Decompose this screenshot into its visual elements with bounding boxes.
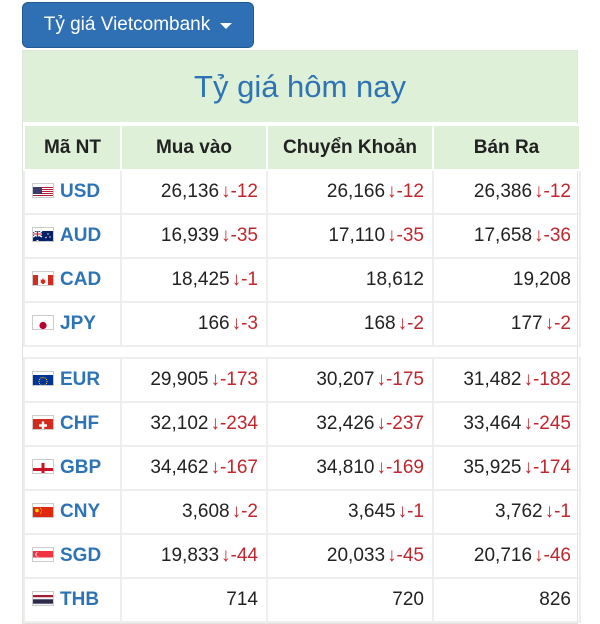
down-arrow-icon: ↓ bbox=[221, 545, 231, 566]
rate-value: 34,462 bbox=[150, 457, 209, 478]
down-arrow-icon: ↓ bbox=[534, 225, 544, 246]
transfer-cell bbox=[267, 534, 433, 578]
currency-code-cell bbox=[24, 214, 121, 258]
currency-code: CHF bbox=[60, 413, 100, 434]
panel-title: Tỷ giá hôm nay bbox=[23, 51, 577, 124]
currency-code-cell bbox=[24, 358, 121, 402]
au-flag-icon bbox=[32, 227, 54, 242]
currency-code-cell bbox=[24, 402, 121, 446]
sell-cell bbox=[433, 490, 580, 534]
currency-code: CNY bbox=[60, 501, 101, 522]
rate-value: 26,386 bbox=[473, 181, 533, 202]
currency-code: AUD bbox=[60, 225, 102, 246]
eu-flag-icon bbox=[32, 371, 54, 386]
header-buy: Mua vào bbox=[121, 125, 267, 170]
transfer-cell bbox=[267, 302, 433, 346]
rate-value: 29,905 bbox=[150, 369, 209, 390]
transfer-cell bbox=[267, 170, 433, 214]
buy-cell bbox=[121, 578, 267, 622]
down-arrow-icon: ↓ bbox=[397, 501, 408, 522]
divider-cell bbox=[24, 346, 580, 358]
exchange-rate-panel bbox=[22, 50, 578, 624]
rate-value: 33,464 bbox=[463, 413, 522, 434]
rate-change: -1 bbox=[554, 501, 571, 522]
gb-flag-icon bbox=[32, 459, 54, 474]
rate-value: 32,426 bbox=[316, 413, 375, 434]
down-arrow-icon: ↓ bbox=[397, 313, 408, 334]
down-arrow-icon: ↓ bbox=[534, 545, 544, 566]
rate-change: -167 bbox=[219, 457, 258, 478]
down-arrow-icon: ↓ bbox=[376, 457, 386, 478]
currency-code-cell bbox=[24, 534, 121, 578]
header-currency-code: Mã NT bbox=[24, 125, 121, 170]
table-row bbox=[24, 170, 580, 214]
us-flag-icon bbox=[32, 183, 54, 198]
rate-change: -1 bbox=[407, 501, 424, 522]
table-row bbox=[24, 358, 580, 402]
rate-value: 17,110 bbox=[328, 225, 386, 246]
header-sell: Bán Ra bbox=[433, 125, 580, 170]
ch-flag-icon bbox=[32, 415, 54, 430]
rate-value: 30,207 bbox=[316, 369, 375, 390]
sell-cell bbox=[433, 170, 580, 214]
rate-change: -12 bbox=[396, 181, 424, 202]
table-header-row bbox=[24, 125, 580, 170]
rate-change: -46 bbox=[543, 545, 571, 566]
rate-change: -237 bbox=[385, 413, 424, 434]
rate-change: -173 bbox=[219, 369, 258, 390]
down-arrow-icon: ↓ bbox=[376, 413, 386, 434]
rate-change: -169 bbox=[385, 457, 424, 478]
dropdown-label: Tỷ giá Vietcombank bbox=[43, 14, 211, 35]
down-arrow-icon: ↓ bbox=[544, 313, 555, 334]
rate-change: -2 bbox=[241, 501, 258, 522]
rate-value: 26,166 bbox=[326, 181, 386, 202]
rate-value: 17,658 bbox=[473, 225, 533, 246]
buy-cell bbox=[121, 258, 267, 302]
sell-cell bbox=[433, 402, 580, 446]
buy-cell bbox=[121, 358, 267, 402]
down-arrow-icon: ↓ bbox=[231, 313, 242, 334]
rate-value: 18,612 bbox=[365, 269, 424, 290]
rate-change: -2 bbox=[407, 313, 424, 334]
sell-cell bbox=[433, 534, 580, 578]
rate-change: -245 bbox=[532, 413, 571, 434]
down-arrow-icon: ↓ bbox=[534, 181, 544, 202]
exchange-rate-table bbox=[23, 124, 581, 623]
rate-value: 35,925 bbox=[463, 457, 522, 478]
rate-value: 168 bbox=[363, 313, 396, 334]
rate-value: 18,425 bbox=[171, 269, 230, 290]
rate-value: 19,208 bbox=[512, 269, 571, 290]
rate-value: 714 bbox=[226, 589, 258, 610]
sell-cell bbox=[433, 446, 580, 490]
down-arrow-icon: ↓ bbox=[387, 181, 397, 202]
down-arrow-icon: ↓ bbox=[221, 181, 231, 202]
buy-cell bbox=[121, 490, 267, 534]
buy-cell bbox=[121, 446, 267, 490]
down-arrow-icon: ↓ bbox=[544, 501, 555, 522]
down-arrow-icon: ↓ bbox=[523, 413, 533, 434]
rate-change: -174 bbox=[532, 457, 571, 478]
currency-code-cell bbox=[24, 258, 121, 302]
rate-value: 31,482 bbox=[463, 369, 522, 390]
table-row bbox=[24, 534, 580, 578]
rate-value: 3,645 bbox=[348, 501, 396, 522]
rate-value: 3,762 bbox=[495, 501, 543, 522]
rate-change: -12 bbox=[543, 181, 571, 202]
rate-value: 19,833 bbox=[160, 545, 220, 566]
table-row bbox=[24, 446, 580, 490]
transfer-cell bbox=[267, 358, 433, 402]
sell-cell bbox=[433, 258, 580, 302]
rate-value: 32,102 bbox=[150, 413, 209, 434]
currency-code: SGD bbox=[60, 545, 102, 566]
table-row bbox=[24, 214, 580, 258]
ca-flag-icon bbox=[32, 271, 54, 286]
rate-change: -182 bbox=[532, 369, 571, 390]
rate-change: -35 bbox=[230, 225, 258, 246]
cn-flag-icon bbox=[32, 503, 54, 518]
currency-code: GBP bbox=[60, 457, 102, 478]
down-arrow-icon: ↓ bbox=[387, 545, 397, 566]
table-row bbox=[24, 578, 580, 622]
rate-value: 826 bbox=[539, 589, 571, 610]
currency-code: CAD bbox=[60, 269, 102, 290]
sell-cell bbox=[433, 578, 580, 622]
rate-value: 166 bbox=[197, 313, 230, 334]
transfer-cell bbox=[267, 578, 433, 622]
rate-change: -3 bbox=[241, 313, 258, 334]
rate-change: -1 bbox=[241, 269, 258, 290]
table-group-divider bbox=[24, 346, 580, 358]
rate-change: -36 bbox=[543, 225, 571, 246]
rate-change: -2 bbox=[554, 313, 571, 334]
jp-flag-icon bbox=[32, 315, 54, 330]
rate-value: 16,939 bbox=[160, 225, 220, 246]
down-arrow-icon: ↓ bbox=[210, 413, 220, 434]
currency-code: JPY bbox=[60, 313, 96, 334]
down-arrow-icon: ↓ bbox=[231, 269, 242, 290]
rate-value: 34,810 bbox=[316, 457, 375, 478]
rate-value: 20,033 bbox=[326, 545, 386, 566]
rate-value: 177 bbox=[510, 313, 543, 334]
transfer-cell bbox=[267, 446, 433, 490]
sell-cell bbox=[433, 302, 580, 346]
down-arrow-icon: ↓ bbox=[523, 457, 533, 478]
currency-code-cell bbox=[24, 578, 121, 622]
buy-cell bbox=[121, 170, 267, 214]
buy-cell bbox=[121, 214, 267, 258]
transfer-cell bbox=[267, 490, 433, 534]
caret-down-icon bbox=[220, 23, 232, 29]
down-arrow-icon: ↓ bbox=[210, 457, 220, 478]
down-arrow-icon: ↓ bbox=[523, 369, 533, 390]
down-arrow-icon: ↓ bbox=[376, 369, 386, 390]
buy-cell bbox=[121, 302, 267, 346]
currency-code-cell bbox=[24, 302, 121, 346]
sell-cell bbox=[433, 214, 580, 258]
rate-value: 26,136 bbox=[160, 181, 220, 202]
th-flag-icon bbox=[32, 591, 54, 606]
table-row bbox=[24, 402, 580, 446]
currency-code: EUR bbox=[60, 369, 101, 390]
buy-cell bbox=[121, 534, 267, 578]
transfer-cell bbox=[267, 402, 433, 446]
down-arrow-icon: ↓ bbox=[210, 369, 220, 390]
table-row bbox=[24, 302, 580, 346]
down-arrow-icon: ↓ bbox=[221, 225, 231, 246]
sg-flag-icon bbox=[32, 547, 54, 562]
transfer-cell bbox=[267, 214, 433, 258]
rate-change: -35 bbox=[396, 225, 424, 246]
rate-value: 3,608 bbox=[182, 501, 230, 522]
currency-code: THB bbox=[60, 589, 100, 610]
rate-change: -45 bbox=[396, 545, 424, 566]
rate-value: 720 bbox=[392, 589, 424, 610]
table-row bbox=[24, 258, 580, 302]
header-transfer: Chuyển Khoản bbox=[267, 125, 433, 170]
bank-select-dropdown[interactable] bbox=[22, 2, 254, 48]
table-row bbox=[24, 490, 580, 534]
buy-cell bbox=[121, 402, 267, 446]
rate-value: 20,716 bbox=[473, 545, 533, 566]
currency-code-cell bbox=[24, 446, 121, 490]
rate-change: -12 bbox=[230, 181, 258, 202]
rate-change: -44 bbox=[230, 545, 258, 566]
rate-change: -234 bbox=[219, 413, 258, 434]
sell-cell bbox=[433, 358, 580, 402]
rate-change: -175 bbox=[385, 369, 424, 390]
down-arrow-icon: ↓ bbox=[231, 501, 242, 522]
currency-code: USD bbox=[60, 181, 101, 202]
down-arrow-icon: ↓ bbox=[387, 225, 397, 246]
currency-code-cell bbox=[24, 170, 121, 214]
transfer-cell bbox=[267, 258, 433, 302]
currency-code-cell bbox=[24, 490, 121, 534]
